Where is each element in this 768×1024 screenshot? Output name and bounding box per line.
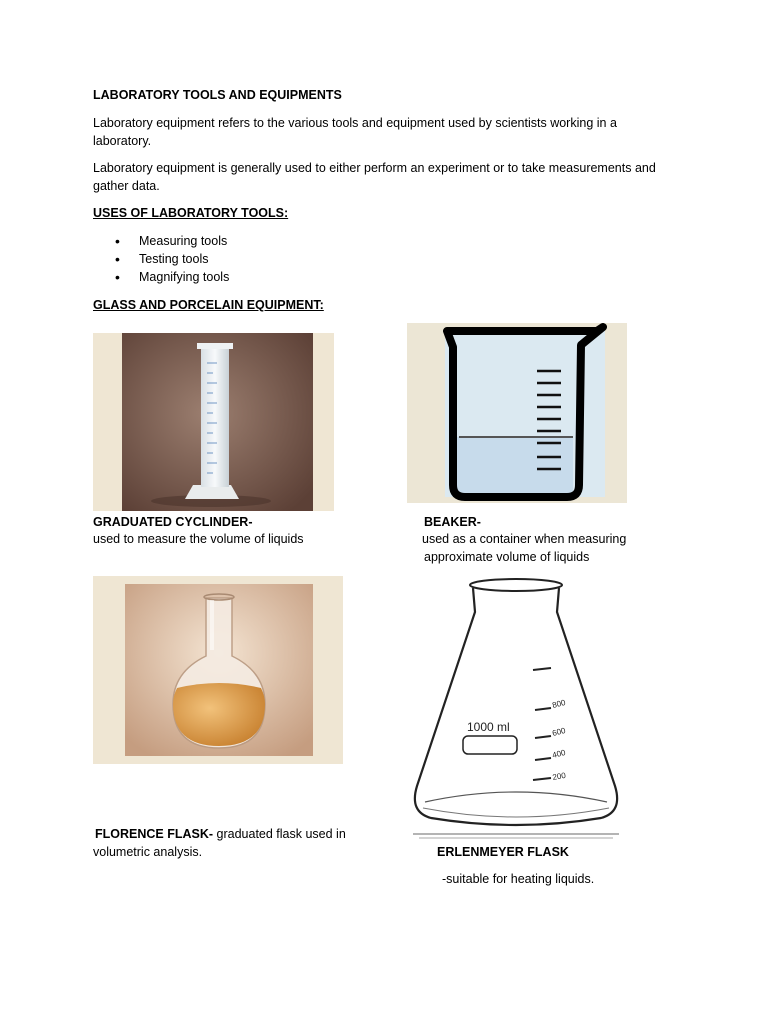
erlenmeyer-flask-image [405, 576, 627, 840]
list-item: • Magnifying tools [93, 268, 229, 286]
florence-title: FLORENCE FLASK- [95, 827, 214, 841]
mark-label: 800 [551, 697, 567, 710]
glass-heading: GLASS AND PORCELAIN EQUIPMENT: [93, 298, 324, 312]
florence-description: graduated flask used in [213, 827, 346, 841]
list-item: • Measuring tools [93, 232, 229, 250]
beaker-description-line-1: used as a container when measuring [422, 532, 627, 546]
graduated-cylinder-image [93, 333, 334, 511]
cylinder-title: GRADUATED CYCLINDER- [93, 515, 253, 529]
florence-flask-image [93, 576, 343, 764]
list-item: • Testing tools [93, 250, 229, 268]
flask-capacity-label: 1000 ml [467, 720, 510, 734]
beaker-description-line-2: approximate volume of liquids [424, 550, 590, 564]
document-title: LABORATORY TOOLS AND EQUIPMENTS [93, 88, 342, 102]
intro-paragraph-2: Laboratory equipment is generally used to either perform an experiment or to take measurements and gather data. [93, 161, 656, 193]
intro-paragraph-1: Laboratory equipment refers to the various tools and equipment used by scientists working in a laboratory. [93, 116, 617, 148]
erlenmeyer-title: ERLENMEYER FLASK [437, 845, 569, 859]
beaker-title: BEAKER- [424, 515, 481, 529]
mark-label: 400 [551, 747, 567, 760]
beaker-image [407, 323, 627, 503]
mark-label: 600 [551, 725, 567, 738]
erlenmeyer-description: -suitable for heating liquids. [442, 872, 595, 886]
florence-caption-line-1 [95, 825, 346, 843]
uses-list [93, 232, 229, 286]
uses-heading: USES OF LABORATORY TOOLS: [93, 206, 289, 220]
mark-label: 200 [551, 770, 567, 782]
florence-caption-line-2: volumetric analysis. [93, 845, 203, 859]
cylinder-description: used to measure the volume of liquids [93, 532, 304, 546]
